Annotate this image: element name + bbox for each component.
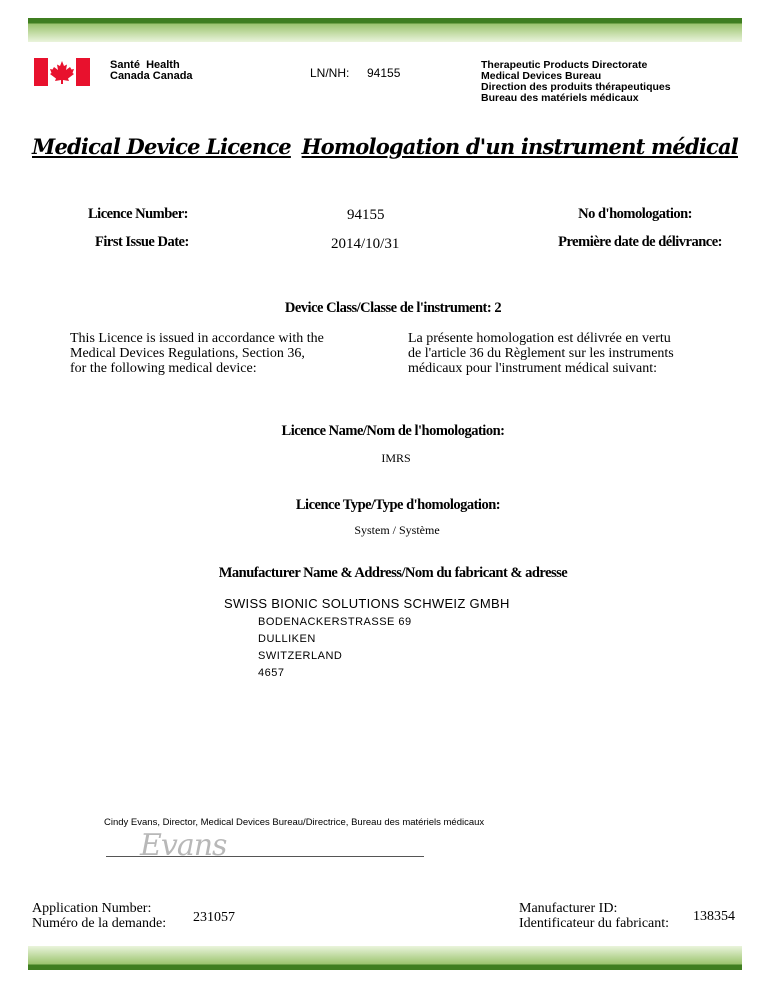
issue-date-label: First Issue Date: <box>95 234 189 250</box>
application-label-fr: Numéro de la demande: <box>32 916 167 931</box>
manufacturer-id-value: 138354 <box>693 909 735 924</box>
licence-name-value: IMRS <box>381 451 411 465</box>
directorate-line-3: Direction des produits thérapeutiques <box>481 81 671 93</box>
statement-en-line-3: for the following medical device: <box>70 361 257 376</box>
directorate-line-4: Bureau des matériels médicaux <box>481 92 639 104</box>
agency-line-1: Santé Health <box>110 59 180 71</box>
canada-flag-icon <box>34 58 90 86</box>
licence-number-value: 94155 <box>347 207 385 223</box>
bottom-band <box>28 946 742 970</box>
licence-name-label: Licence Name/Nom de l'homologation: <box>281 423 505 439</box>
statement-french <box>408 331 674 376</box>
manufacturer-id-labels <box>519 901 669 931</box>
directorate-line-2: Medical Devices Bureau <box>481 70 602 82</box>
signature-caption: Cindy Evans, Director, Medical Devices Bureau/Directrice, Bureau des matériels médicaux <box>104 817 485 828</box>
manufacturer-id-label-fr: Identificateur du fabricant: <box>519 916 670 931</box>
title-english: Medical Device Licence <box>32 134 291 159</box>
directorate-block <box>481 60 671 104</box>
agency-name <box>110 60 193 82</box>
licence-type-label: Licence Type/Type d'homologation: <box>295 497 501 513</box>
statement-en-line-1: This Licence is issued in accordance with the <box>70 331 324 346</box>
address-line-1: BODENACKERSTRASSE 69 <box>258 616 412 628</box>
statement-fr-line-3: médicaux pour l'instrument médical suivant: <box>408 361 658 376</box>
application-number-labels <box>32 901 166 931</box>
ln-label: LN/NH: <box>310 66 350 80</box>
manufacturer-id-label-en: Manufacturer ID: <box>519 901 618 916</box>
address-line-4: 4657 <box>258 667 285 679</box>
issue-date-label-fr: Première date de délivrance: <box>558 234 722 250</box>
manufacturer-label: Manufacturer Name & Address/Nom du fabricant & adresse <box>218 565 568 581</box>
statement-en-line-2: Medical Devices Regulations, Section 36, <box>70 346 305 361</box>
statement-fr-line-2: de l'article 36 du Règlement sur les instruments <box>408 346 674 361</box>
ln-value: 94155 <box>367 66 401 80</box>
licence-type-value: System / Système <box>354 523 440 537</box>
signature-line <box>106 856 424 857</box>
licence-number-label-fr: No d'homologation: <box>578 206 692 222</box>
statement-english <box>70 331 324 376</box>
directorate-line-1: Therapeutic Products Directorate <box>481 59 648 71</box>
application-label-en: Application Number: <box>32 901 152 916</box>
address-line-3: SWITZERLAND <box>258 650 343 662</box>
statement-fr-line-1: La présente homologation est délivrée en vertu <box>408 331 671 346</box>
issue-date-value: 2014/10/31 <box>331 236 400 252</box>
application-number-value: 231057 <box>193 910 235 925</box>
licence-number-label: Licence Number: <box>88 206 189 222</box>
top-band <box>28 18 742 42</box>
title-french: Homologation d'un instrument médical <box>301 134 738 159</box>
manufacturer-name: SWISS BIONIC SOLUTIONS SCHWEIZ GMBH <box>224 596 510 611</box>
device-class: Device Class/Classe de l'instrument: 2 <box>284 300 502 316</box>
agency-line-2: Canada Canada <box>110 70 193 82</box>
signature-handwriting: Evans <box>140 828 227 863</box>
address-line-2: DULLIKEN <box>258 633 316 645</box>
manufacturer-address <box>258 614 412 682</box>
